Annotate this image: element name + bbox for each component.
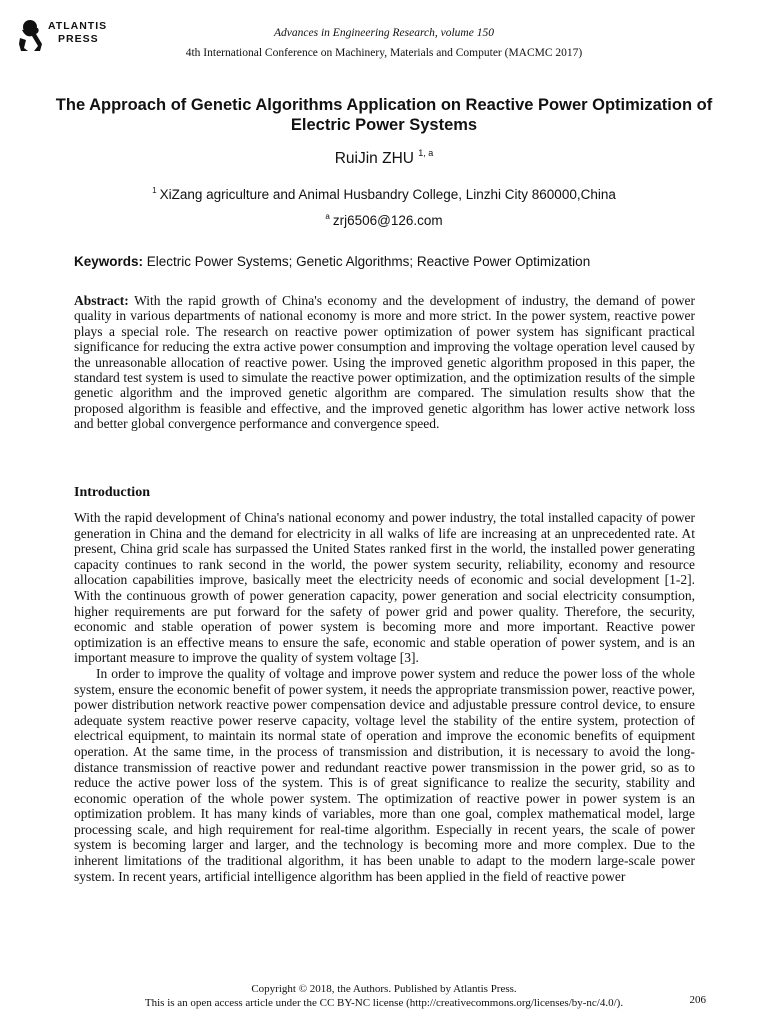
keywords-text: Electric Power Systems; Genetic Algorithms; Reactive Power Optimization	[146, 254, 591, 269]
abstract-label: Abstract:	[74, 293, 129, 308]
page-number: 206	[689, 994, 706, 1006]
conference-header: 4th International Conference on Machinery, Materials and Computer (MACMC 2017)	[185, 47, 583, 59]
email-superscript: a	[325, 212, 330, 221]
section-heading-introduction: Introduction	[74, 485, 150, 500]
copyright-notice: Copyright © 2018, the Authors. Published by Atlantis Press.	[251, 983, 517, 995]
email-line	[0, 212, 768, 228]
license-notice: This is an open access article under the CC BY-NC license (http://creativecommons.org/licenses/by-nc/4.0/).	[144, 997, 624, 1009]
author-superscript: 1, a	[418, 148, 434, 158]
keywords	[74, 254, 694, 269]
author-email[interactable]: zrj6506@126.com	[332, 213, 443, 228]
publisher-name-line2: PRESS	[58, 33, 99, 45]
affiliation-line	[0, 186, 768, 202]
intro-paragraph-2: In order to improve the quality of voltage and improve power system and reduce the power loss of the whole system, ensure the economic benefit of power system, it needs the appropriate transmission power, reactive power, power distribution network reactive power compensation device and adjustable pressure control device, to ensure adequate system reactive power reserve capacity, voltage level the stability of the entire system, protection of electrical equipment, to maintain its normal state of operation and improve the economic benefits of equipment operation. At the same time, in the process of transmission and distribution, it is necessary to avoid the long-distance transmission of reactive power and redundant reactive power transmission in the power grid, so as to reduce the active power loss of the system. This is of great significance to realize the security, stability and economic operation of the whole power system. The optimization of reactive power in power system is an optimization problem. It has many kinds of variables, more than one goal, complex mathematical model, large processing scale, and high requirement for real-time algorithm. Especially in recent years, the scale of power system is becoming larger and larger, and the technology is becoming more and more complex. Due to the inherent limitations of the traditional algorithm, it has been unable to adapt to the modern large-scale power system. In recent years, artificial intelligence algorithm has been applied in the field of reactive power	[74, 665, 695, 884]
footer	[0, 982, 768, 1010]
author-line	[0, 148, 768, 168]
intro-paragraph-1: With the rapid development of China's national economy and power industry, the total installed capacity of power generation in China and the demand for electricity in all walks of life are increasing at an unprecedented rate. At present, China grid scale has surpassed the United States ranked first in the world, the installed power generating capacity continues to rank second in the world, the power system security, reliability, economy and resource allocation capabilities improve, basically meet the electricity needs of economic and social development [1-2]. With the continuous growth of power generation capacity, power generation and social electricity consumption, higher requirements are put forward for the safety of power grid and power quality. Therefore, the security, economic and stable operation of power system is becoming more and more important. Reactive power optimization is an effective means to ensure the safe, economic and stable operation of power system, and is an important measure to improve the quality of system voltage [3].	[74, 510, 695, 666]
author-name: RuiJin ZHU	[334, 150, 414, 167]
abstract	[74, 293, 695, 432]
paper-title: The Approach of Genetic Algorithms Application on Reactive Power Optimization of Electric Power Systems	[55, 96, 713, 134]
publisher-name-line1: ATLANTIS	[48, 20, 108, 32]
affiliation: XiZang agriculture and Animal Husbandry College, Linzhi City 860000,China	[159, 187, 616, 202]
abstract-text: With the rapid growth of China's economy and the development of industry, the demand of power quality in various departments of national economy is more and more strict. In the power system, reactive power plays a special role. The research on reactive power optimization of power system has significant practical significance for reducing the extra active power consumption and improving the voltage operation level caused by the unreasonable allocation of reactive power. Using the improved genetic algorithm proposed in this paper, the standard test system is used to simulate the reactive power optimization, and the optimization results of the simple genetic algorithm and the improved genetic algorithm are compared. The simulation results show that the proposed algorithm is feasible and effective, and the improved genetic algorithm has lower active network loss and better global convergence performance and convergence speed.	[74, 293, 695, 432]
affiliation-superscript: 1	[152, 186, 157, 195]
introduction-body	[74, 510, 695, 884]
keywords-label: Keywords:	[74, 254, 144, 269]
journal-header: Advances in Engineering Research, volume 150	[274, 27, 494, 39]
